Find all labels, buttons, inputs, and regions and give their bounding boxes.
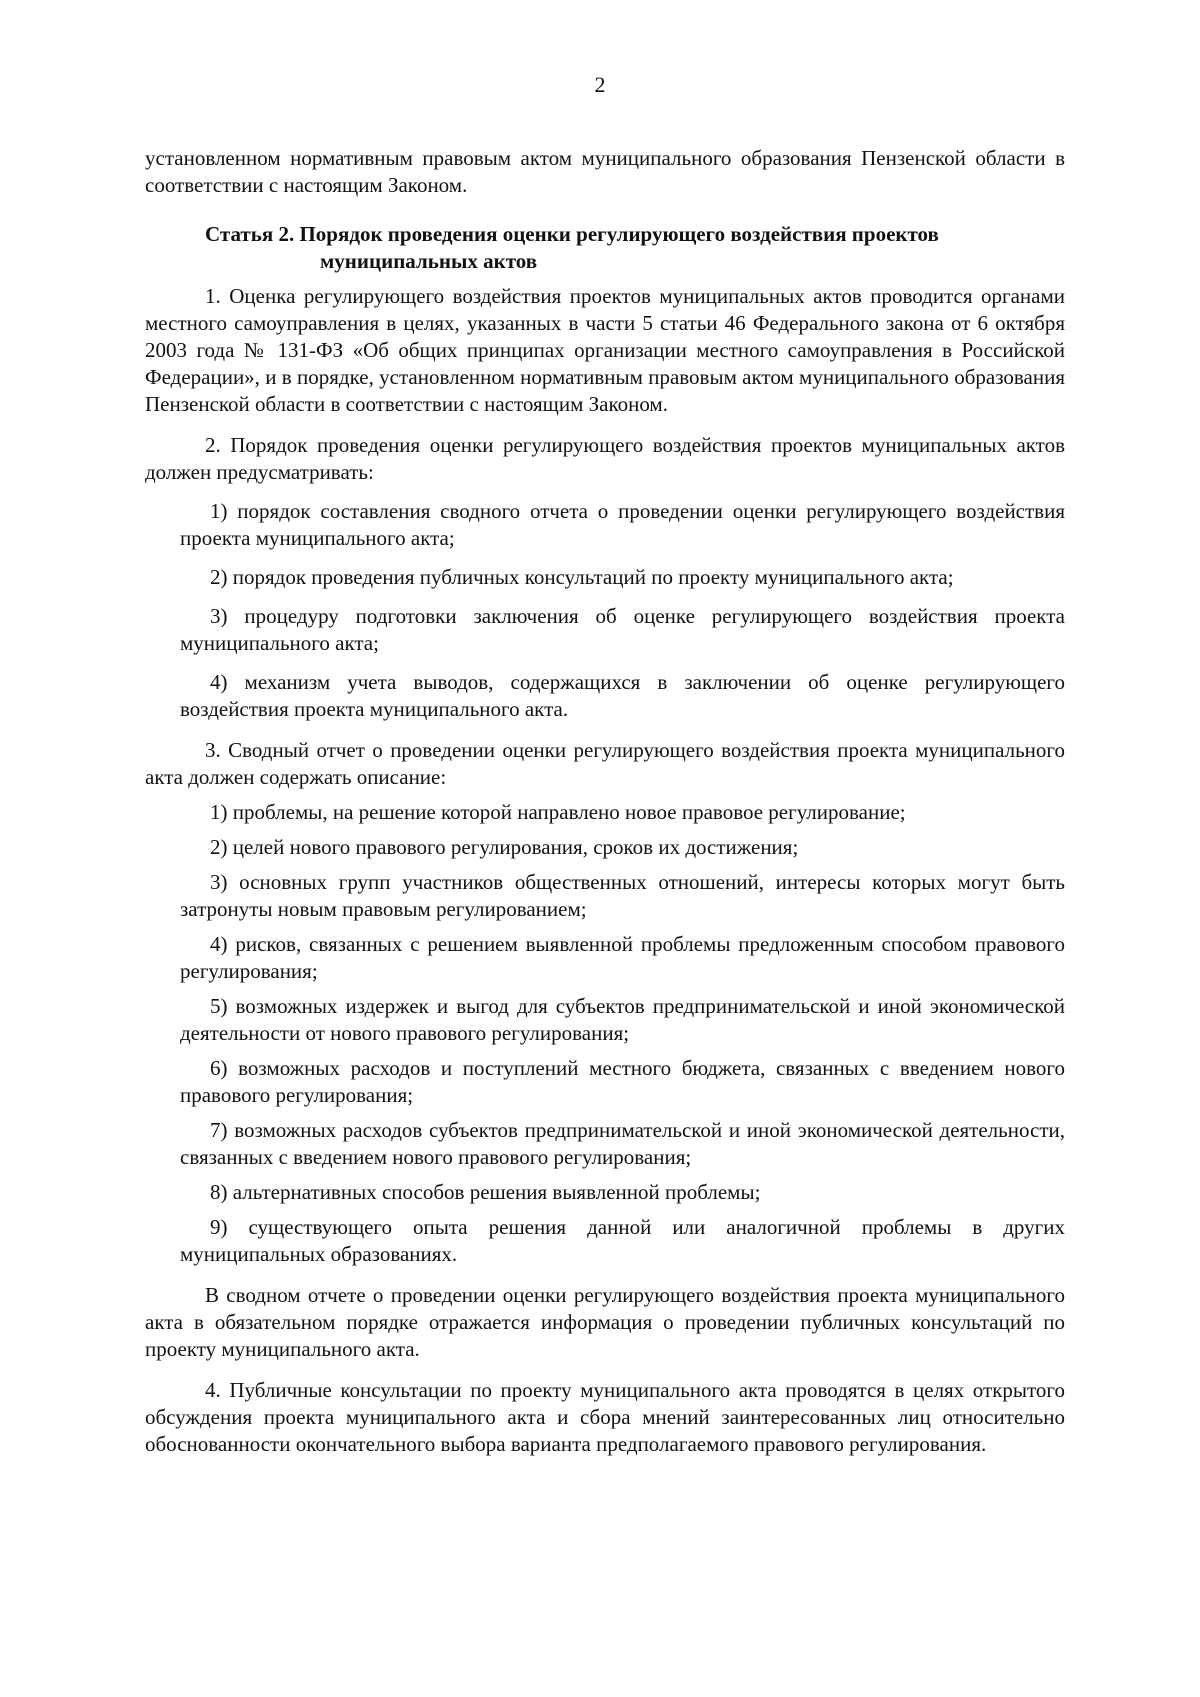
article-heading [145, 221, 1065, 275]
paragraph-3-item-7: 7) возможных расходов субъектов предпринимательской и иной экономической деятельности, связанных с введением нового правового регулирования; [180, 1118, 1065, 1169]
paragraph-3-item-5: 5) возможных издержек и выгод для субъектов предпринимательской и иной экономической деятельности от нового правового регулирования; [180, 994, 1065, 1045]
paragraph-3-note: В сводном отчете о проведении оценки регулирующего воздействия проекта муниципального акта в обязательном порядке отражается информация о проведении публичных консультаций по проекту муниципального акта. [145, 1283, 1065, 1361]
paragraph-3: 3. Сводный отчет о проведении оценки регулирующего воздействия проекта муниципального акта должен содержать описание: [145, 738, 1065, 789]
paragraph-3-item-6: 6) возможных расходов и поступлений местного бюджета, связанных с введением нового правового регулирования; [180, 1056, 1065, 1107]
paragraph-3-item-9: 9) существующего опыта решения данной или аналогичной проблемы в других муниципальных образованиях. [180, 1215, 1065, 1266]
intro-paragraph: установленном нормативным правовым актом муниципального образования Пензенской области в соответствии с настоящим Законом. [145, 146, 1065, 197]
paragraph-3-item-8: 8) альтернативных способов решения выявленной проблемы; [210, 1180, 761, 1204]
article-heading-line1: Статья 2. Порядок проведения оценки регулирующего воздействия проектов [205, 222, 939, 246]
paragraph-3-item-4: 4) рисков, связанных с решением выявленной проблемы предложенным способом правового регулирования; [180, 932, 1065, 983]
paragraph-3-item-3: 3) основных групп участников общественных отношений, интересы которых могут быть затронуты новым правовым регулированием; [180, 870, 1065, 921]
paragraph-1: 1. Оценка регулирующего воздействия проектов муниципальных актов проводится органами местного самоуправления в целях, указанных в части 5 статьи 46 Федерального закона от 6 октября 2003 года № 131-ФЗ «Об общих принципах организации местного самоуправления в Российской Федерации», и в порядке, установленном нормативным правовым актом муниципального образования Пензенской области в соответствии с настоящим Законом. [145, 284, 1065, 416]
paragraph-4: 4. Публичные консультации по проекту муниципального акта проводятся в целях открытого обсуждения проекта муниципального акта и сбора мнений заинтересованных лиц относительно обоснованности окончательного выбора варианта предполагаемого правового регулирования. [145, 1378, 1065, 1456]
paragraph-2-item-4: 4) механизм учета выводов, содержащихся в заключении об оценке регулирующего воздействия проекта муниципального акта. [180, 670, 1065, 721]
article-heading-line2: муниципальных актов [320, 249, 538, 273]
document-body [145, 145, 1065, 1458]
paragraph-2: 2. Порядок проведения оценки регулирующего воздействия проектов муниципальных актов должен предусматривать: [145, 433, 1065, 484]
paragraph-2-item-3: 3) процедуру подготовки заключения об оценке регулирующего воздействия проекта муниципального акта; [180, 604, 1065, 655]
paragraph-3-item-1: 1) проблемы, на решение которой направлено новое правовое регулирование; [210, 800, 906, 824]
paragraph-3-item-2: 2) целей нового правового регулирования, сроков их достижения; [210, 835, 799, 859]
paragraph-2-item-2: 2) порядок проведения публичных консультаций по проекту муниципального акта; [210, 565, 954, 589]
paragraph-2-item-1: 1) порядок составления сводного отчета о проведении оценки регулирующего воздействия проекта муниципального акта; [180, 499, 1065, 550]
page-number: 2 [594, 72, 606, 97]
